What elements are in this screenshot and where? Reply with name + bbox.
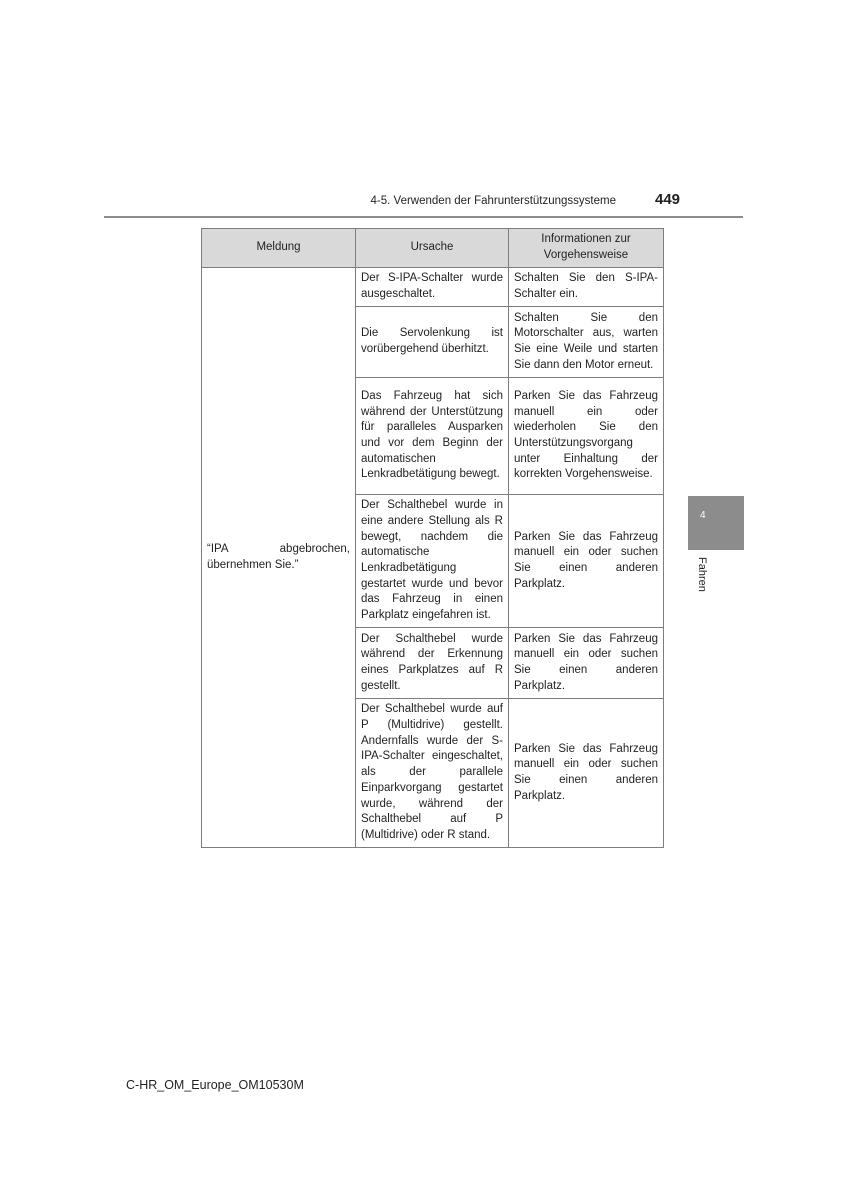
- chapter-number: 4: [700, 510, 706, 521]
- action-cell: Schalten Sie den S-IPA-Schalter ein.: [509, 268, 664, 307]
- document-code: C-HR_OM_Europe_OM10530M: [126, 1078, 304, 1092]
- chapter-title: Fahren: [696, 557, 708, 592]
- cause-cell: Der S-IPA-Schalter wurde ausgeschaltet.: [356, 268, 509, 307]
- cause-cell: Der Schalthebel wurde auf P (Multidrive) gestellt. Andernfalls wurde der S-IPA-Schalter eingeschaltet, als der parallele Einparkvorgang gestartet wurde, während der Schalthebel auf P (Multidrive) oder R stand.: [356, 699, 509, 848]
- action-cell: Schalten Sie den Motorschalter aus, warten Sie eine Weile und starten Sie dann den Motor erneut.: [509, 307, 664, 378]
- cause-cell: Der Schalthebel wurde in eine andere Stellung als R bewegt, nachdem die automatische Lenkradbetätigung gestartet wurde und bevor das Fahrzeug in einen Parkplatz eingefahren ist.: [356, 495, 509, 628]
- cause-cell: Der Schalthebel wurde während der Erkennung eines Parkplatzes auf R gestellt.: [356, 628, 509, 699]
- column-header-informationen: Informationen zur Vorgehensweise: [509, 229, 664, 268]
- action-cell: Parken Sie das Fahrzeug manuell ein oder wiederholen Sie den Unterstützungsvorgang unter Einhaltung der korrekten Vorgehensweise.: [509, 378, 664, 495]
- column-header-meldung: Meldung: [202, 229, 356, 268]
- header-divider: [104, 216, 743, 218]
- action-cell: Parken Sie das Fahrzeug manuell ein oder suchen Sie einen anderen Parkplatz.: [509, 699, 664, 848]
- chapter-tab: [688, 496, 744, 550]
- section-title: 4-5. Verwenden der Fahrunterstützungssysteme: [370, 195, 616, 207]
- cause-cell: Die Servolenkung ist vorübergehend überhitzt.: [356, 307, 509, 378]
- message-cell: “IPA abgebrochen, übernehmen Sie.”: [202, 268, 356, 848]
- table-header-row: [202, 229, 664, 268]
- action-cell: Parken Sie das Fahrzeug manuell ein oder suchen Sie einen anderen Parkplatz.: [509, 495, 664, 628]
- table-row: [202, 268, 664, 307]
- page-number: 449: [655, 191, 681, 208]
- column-header-ursache: Ursache: [356, 229, 509, 268]
- warning-message-table: [201, 228, 664, 848]
- action-cell: Parken Sie das Fahrzeug manuell ein oder suchen Sie einen anderen Parkplatz.: [509, 628, 664, 699]
- cause-cell: Das Fahrzeug hat sich während der Unterstützung für paralleles Ausparken und vor dem Beginn der automatischen Lenkradbetätigung bewegt.: [356, 378, 509, 495]
